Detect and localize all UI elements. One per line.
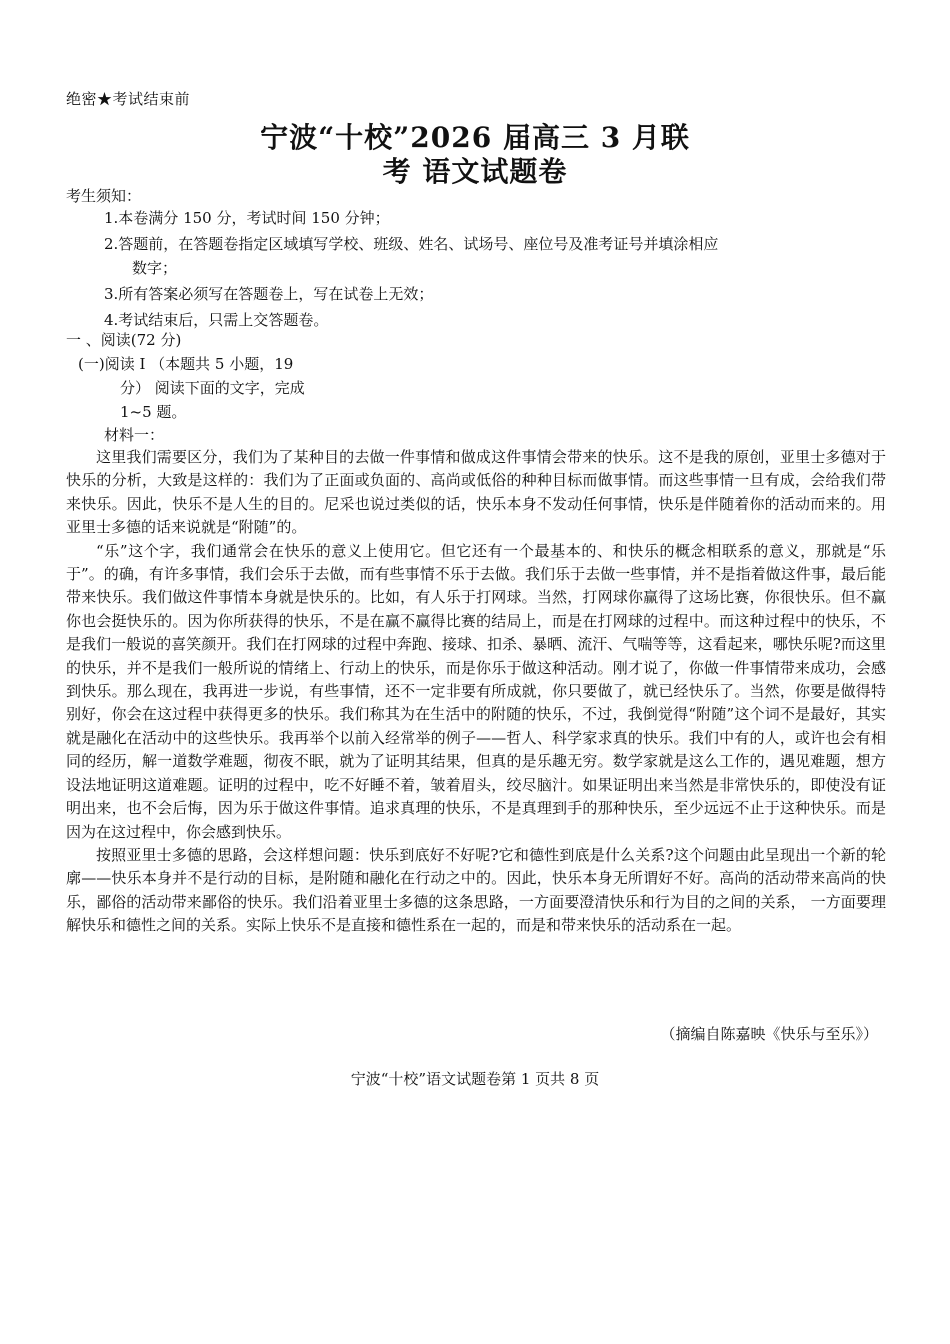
page-footer: 宁波“十校”语文试题卷第 1 页共 8 页	[350, 1070, 600, 1088]
confidential-label: 绝密★考试结束前	[66, 90, 191, 108]
material-heading: 材料一：	[104, 426, 165, 444]
exam-title-line2: 考 语文试题卷	[382, 155, 568, 188]
section-heading: 一 、阅读(72 分)	[66, 331, 182, 349]
reading-passage	[66, 446, 886, 938]
notice-item: 1.本卷满分 150 分，考试时间 150 分钟；	[104, 209, 390, 227]
notice-item-text: 2.答题前，在答题卷指定区域填写学校、班级、姓名、试场号、座位号及准考证号并填涂相应	[104, 235, 719, 253]
passage-source: （摘编自陈嘉映《快乐与至乐》）	[660, 1025, 878, 1043]
notice-item: 4.考试结束后，只需上交答题卷。	[104, 311, 329, 329]
subsection-line: 分） 阅读下面的文字，完成	[120, 379, 305, 397]
notice-item: 3.所有答案必须写在答题卷上，写在试卷上无效；	[104, 285, 434, 303]
passage-paragraph: “乐”这个字，我们通常会在快乐的意义上使用它。但它还有一个最基本的、和快乐的概念相联系的意义，那就是“乐于”。的确，有许多事情，我们会乐于去做，而有些事情不乐于去做。我们乐于去做一些事情，并不是指着做这件事，最后能带来快乐。我们做这件事情本身就是快乐的。比如，有人乐于打网球。当然，打网球你赢得了这场比赛，你很快乐。但不赢你也会挺快乐的。因为你所获得的快乐，不是在赢不赢得比赛的结局上，而是在打网球的过程中。而这种过程中的快乐，不是我们一般说的喜笑颜开。我们在打网球的过程中奔跑、接球、扣杀、暴晒、流汗、气喘等等，这看起来，哪快乐呢?而这里的快乐，并不是我们一般所说的情绪上、行动上的快乐，而是你乐于做这种活动。刚才说了，你做一件事情带来成功，会感到快乐。那么现在，我再进一步说，有些事情，还不一定非要有所成就，你只要做了，就已经快乐了。当然，你要是做得特别好，你会在这过程中获得更多的快乐。我们称其为在生活中的附随的快乐，不过，我倒觉得“附随”这个词不是最好，其实就是融化在活动中的这些快乐。我再举个以前入经常举的例子——哲人、科学家求真的快乐。我们中有的人，或许也会有相同的经历，解一道数学难题，彻夜不眠，就为了证明其结果，但真的是乐趣无穷。数学家就是这么工作的，遇见难题，想方设法地证明这道难题。证明的过程中，吃不好睡不着，皱着眉头，绞尽脑汁。如果证明出来当然是非常快乐的，即使没有证明出来，也不会后悔，因为乐于做这件事情。追求真理的快乐，不是真理到手的那种快乐，至少远远不止于这种快乐。而是因为在这过程中，你会感到快乐。	[66, 541, 886, 841]
exam-title-line1: 宁波“十校”2026 届高三 3 月联	[260, 121, 690, 154]
notice-heading: 考生须知：	[66, 187, 142, 205]
passage-paragraph: 按照亚里士多德的思路，会这样想问题：快乐到底好不好呢?它和德性到底是什么关系?这个问题由此呈现出一个新的轮廓——快乐本身并不是行动的目标，是附随和融化在行动之中的。因此，快乐本身无所谓好不好。高尚的活动带来高尚的快乐，鄙俗的活动带来鄙俗的快乐。我们沿着亚里士多德的这条思路，一方面要澄清快乐和行为目的之间的关系， 一方面要理解快乐和德性之间的关系。实际上快乐不是直接和德性系在一起的，而是和带来快乐的活动系在一起。	[66, 845, 886, 935]
notice-list	[104, 206, 894, 334]
notice-item-continuation: 数字；	[132, 259, 178, 277]
subsection-line: 1~5 题。	[120, 403, 187, 421]
subsection-line: (一)阅读 I （本题共 5 小题，19	[78, 355, 294, 373]
notice-item	[104, 232, 894, 280]
subsection-heading	[78, 352, 378, 424]
passage-paragraph: 这里我们需要区分，我们为了某种目的去做一件事情和做成这件事情会带来的快乐。这不是我的原创，亚里士多德对于快乐的分析，大致是这样的：我们为了正面或负面的、高尚或低俗的种种目标而做事情。而这些事情一旦有成，会给我们带来快乐。因此，快乐不是人生的目的。尼采也说过类似的话，快乐本身不发动任何事情，快乐是伴随着你的活动而来的。用亚里士多德的话来说就是“附随”的。	[66, 448, 886, 537]
